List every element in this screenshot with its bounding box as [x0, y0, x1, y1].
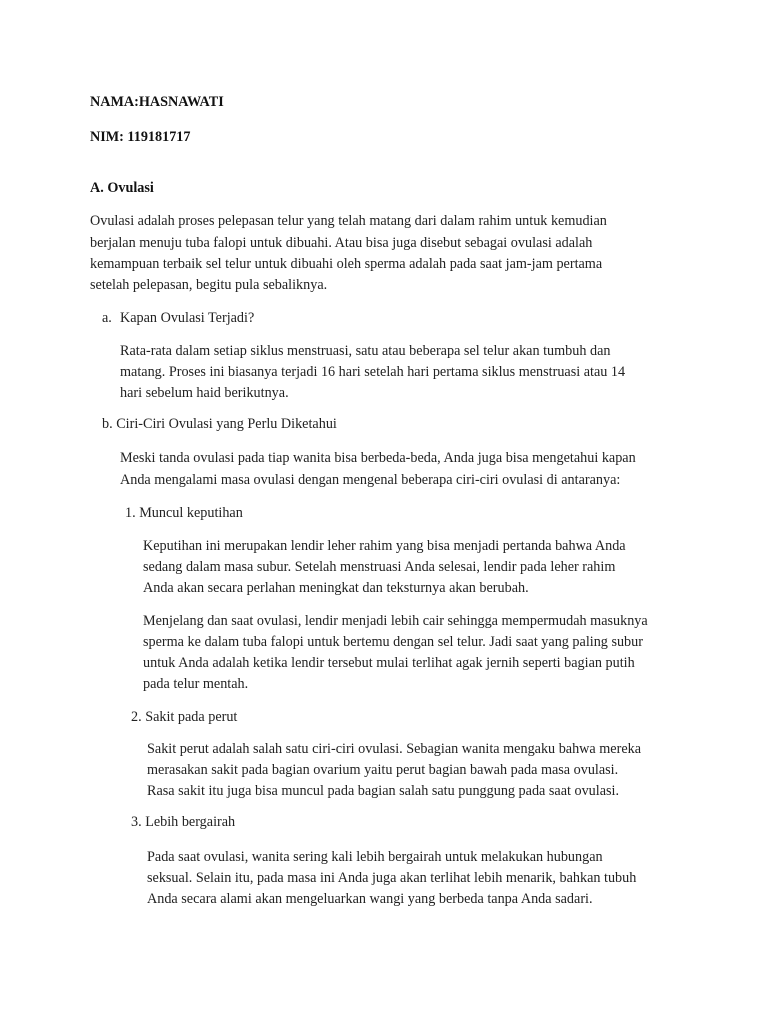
- section-heading: A. Ovulasi: [90, 180, 154, 196]
- paragraph-line: Rasa sakit itu juga bisa muncul pada bagian salah satu punggung pada saat ovulasi.: [147, 783, 620, 799]
- paragraph-line: pada telur mentah.: [143, 676, 249, 692]
- list-item-title: 2. Sakit pada perut: [131, 709, 238, 725]
- paragraph-line: Sakit perut adalah salah satu ciri-ciri ovulasi. Sebagian wanita mengaku bahwa mereka: [147, 741, 642, 757]
- subheading-a: Kapan Ovulasi Terjadi?: [120, 310, 255, 326]
- paragraph-line: Menjelang dan saat ovulasi, lendir menjadi lebih cair sehingga mempermudah masuknya: [143, 613, 648, 629]
- paragraph-line: untuk Anda adalah ketika lendir tersebut mulai terlihat agak jernih seperti bagian putih: [143, 655, 635, 671]
- intro-line: setelah pelepasan, begitu pula sebaliknya.: [90, 277, 328, 293]
- paragraph-line: hari sebelum haid berikutnya.: [120, 385, 289, 401]
- paragraph-line: merasakan sakit pada bagian ovarium yaitu perut bagian bawah pada masa ovulasi.: [147, 762, 619, 778]
- paragraph-line: Anda secara alami akan mengeluarkan wangi yang berbeda tanpa Anda sadari.: [147, 891, 593, 907]
- paragraph-line: Anda akan secara perlahan meningkat dan teksturnya akan berubah.: [143, 580, 529, 596]
- paragraph-line: Pada saat ovulasi, wanita sering kali lebih bergairah untuk melakukan hubungan: [147, 849, 603, 865]
- paragraph-line: Anda mengalami masa ovulasi dengan mengenal beberapa ciri-ciri ovulasi di antaranya:: [120, 472, 621, 488]
- intro-line: berjalan menuju tuba falopi untuk dibuahi. Atau bisa juga disebut sebagai ovulasi adalah: [90, 235, 593, 251]
- paragraph-line: seksual. Selain itu, pada masa ini Anda juga akan terlihat lebih menarik, bahkan tubuh: [147, 870, 637, 886]
- list-item-title: 1. Muncul keputihan: [125, 505, 243, 521]
- paragraph-line: sperma ke dalam tuba falopi untuk bertemu dengan sel telur. Jadi saat yang paling subur: [143, 634, 643, 650]
- paragraph-line: Rata-rata dalam setiap siklus menstruasi, satu atau beberapa sel telur akan tumbuh dan: [120, 343, 611, 359]
- intro-line: kemampuan terbaik sel telur untuk dibuahi oleh sperma adalah pada saat jam-jam pertama: [90, 256, 603, 272]
- intro-line: Ovulasi adalah proses pelepasan telur yang telah matang dari dalam rahim untuk kemudian: [90, 213, 607, 229]
- subheading-b: b. Ciri-Ciri Ovulasi yang Perlu Diketahui: [102, 416, 337, 432]
- paragraph-line: sedang dalam masa subur. Setelah menstruasi Anda selesai, lendir pada leher rahim: [143, 559, 616, 575]
- list-item-title: 3. Lebih bergairah: [131, 814, 236, 830]
- paragraph-line: Keputihan ini merupakan lendir leher rahim yang bisa menjadi pertanda bahwa Anda: [143, 538, 626, 554]
- student-name: NAMA:HASNAWATI: [90, 94, 224, 110]
- paragraph-line: Meski tanda ovulasi pada tiap wanita bisa berbeda-beda, Anda juga bisa mengetahui kapan: [120, 450, 636, 466]
- subheading-a-marker: a.: [102, 310, 112, 326]
- student-nim: NIM: 119181717: [90, 129, 191, 145]
- paragraph-line: matang. Proses ini biasanya terjadi 16 hari setelah hari pertama siklus menstruasi atau 14: [120, 364, 626, 380]
